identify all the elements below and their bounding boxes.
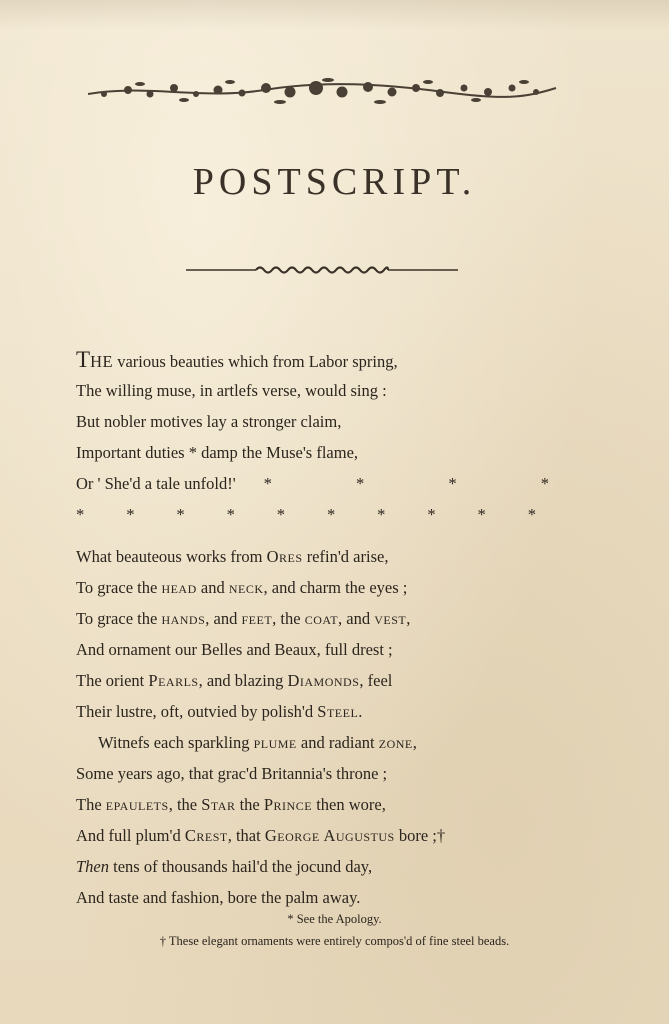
line-text: , the	[168, 795, 202, 814]
small-caps-word: neck	[228, 578, 264, 597]
poem-line	[76, 541, 576, 572]
line-text: the	[235, 795, 264, 814]
poem-line	[76, 851, 576, 882]
asterisk: *	[126, 505, 135, 524]
small-caps-word: George Augustus	[264, 826, 395, 845]
asterisk: *	[377, 505, 386, 524]
line-text: ,	[412, 733, 417, 752]
small-caps-word: zone	[378, 733, 413, 752]
small-caps-word: vest	[374, 609, 407, 628]
poem-line	[76, 820, 576, 851]
asterisk: *	[76, 505, 85, 524]
small-caps-word: Star	[201, 795, 236, 814]
small-caps-word: Steel	[317, 702, 359, 721]
small-caps-word: Ores	[266, 547, 303, 566]
poem-line: And ornament our Belles and Beaux, full drest ;	[76, 640, 393, 659]
line-text: .	[358, 702, 363, 721]
line-text: then wore,	[312, 795, 386, 814]
small-caps-word: hands	[161, 609, 206, 628]
page-bleed-through	[0, 0, 669, 30]
poem-line: And taste and fashion, bore the palm away.	[76, 888, 361, 907]
small-caps-word: feet	[241, 609, 273, 628]
line-text: refin'd arise,	[302, 547, 389, 566]
poem-line: But nobler motives lay a stronger claim,	[76, 412, 342, 431]
line-text: What beauteous works from	[76, 547, 267, 566]
line-text: , the	[272, 609, 305, 628]
poem-line	[76, 789, 576, 820]
poem-line	[76, 572, 576, 603]
line-text: and radiant	[296, 733, 379, 752]
line-text: , and blazing	[198, 671, 288, 690]
line-text: and	[196, 578, 229, 597]
italic-word: Then	[76, 857, 109, 876]
poem-line	[76, 344, 576, 375]
asterisk-ellipsis: * * * *	[263, 474, 590, 493]
asterisk: *	[477, 505, 486, 524]
small-caps-word: head	[161, 578, 197, 597]
asterisk: *	[326, 505, 336, 524]
line-text: ,	[406, 609, 411, 628]
asterisk: *	[276, 505, 285, 524]
small-caps-word: coat	[304, 609, 339, 628]
small-caps-word: Pearls	[148, 671, 199, 690]
line-text: bore ;†	[394, 826, 446, 845]
line-text: , and	[338, 609, 375, 628]
line-text: Witnefs each sparkling	[98, 733, 254, 752]
small-caps-word: Diamonds	[287, 671, 360, 690]
asterisk-row	[76, 499, 542, 530]
footnotes	[0, 908, 669, 952]
small-caps-word: epaulets	[105, 795, 169, 814]
line-text: Or ' She'd a tale unfold!'	[76, 474, 236, 493]
asterisk: *	[226, 505, 235, 524]
line-text: , and	[205, 609, 242, 628]
small-caps-word: Crest	[184, 826, 228, 845]
line-text: , and charm the eyes ;	[263, 578, 408, 597]
poem-body	[76, 344, 590, 913]
poem-line: Important duties * damp the Muse's flame,	[76, 443, 359, 462]
drop-initial: T	[76, 347, 91, 372]
asterisk: *	[176, 505, 185, 524]
line-text: The orient	[76, 671, 149, 690]
line-text: Their lustre, oft, outvied by polish'd	[76, 702, 318, 721]
poem-line: Some years ago, that grac'd Britannia's throne ;	[76, 764, 388, 783]
small-caps-word: plume	[253, 733, 297, 752]
small-caps-word: Prince	[263, 795, 313, 814]
line-text: tens of thousands hail'd the jocund day,	[109, 857, 373, 876]
asterisk: *	[527, 505, 536, 524]
poem-line	[76, 665, 576, 696]
line-text: To grace the	[76, 578, 162, 597]
line-text: , that	[227, 826, 265, 845]
poem-line: The willing muse, in artlefs verse, would sing :	[76, 381, 387, 400]
small-caps-word: HE	[90, 352, 114, 371]
page-title: POSTSCRIPT.	[192, 161, 477, 203]
line-text: , feel	[359, 671, 393, 690]
line-text: The	[76, 795, 106, 814]
floral-headpiece-ornament	[84, 70, 560, 112]
decorative-rule	[186, 262, 458, 278]
poem-line	[76, 468, 590, 499]
footnote-steel-beads: † These elegant ornaments were entirely compos'd of fine steel beads.	[159, 934, 510, 948]
line-text: And full plum'd	[76, 826, 185, 845]
footnote-apology: * See the Apology.	[287, 912, 382, 926]
line-text: To grace the	[76, 609, 162, 628]
poem-line	[76, 603, 576, 634]
poem-line	[76, 727, 576, 758]
poem-line	[76, 696, 576, 727]
line-text: various beauties which from Labor spring,	[113, 352, 398, 371]
asterisk: *	[427, 505, 436, 524]
